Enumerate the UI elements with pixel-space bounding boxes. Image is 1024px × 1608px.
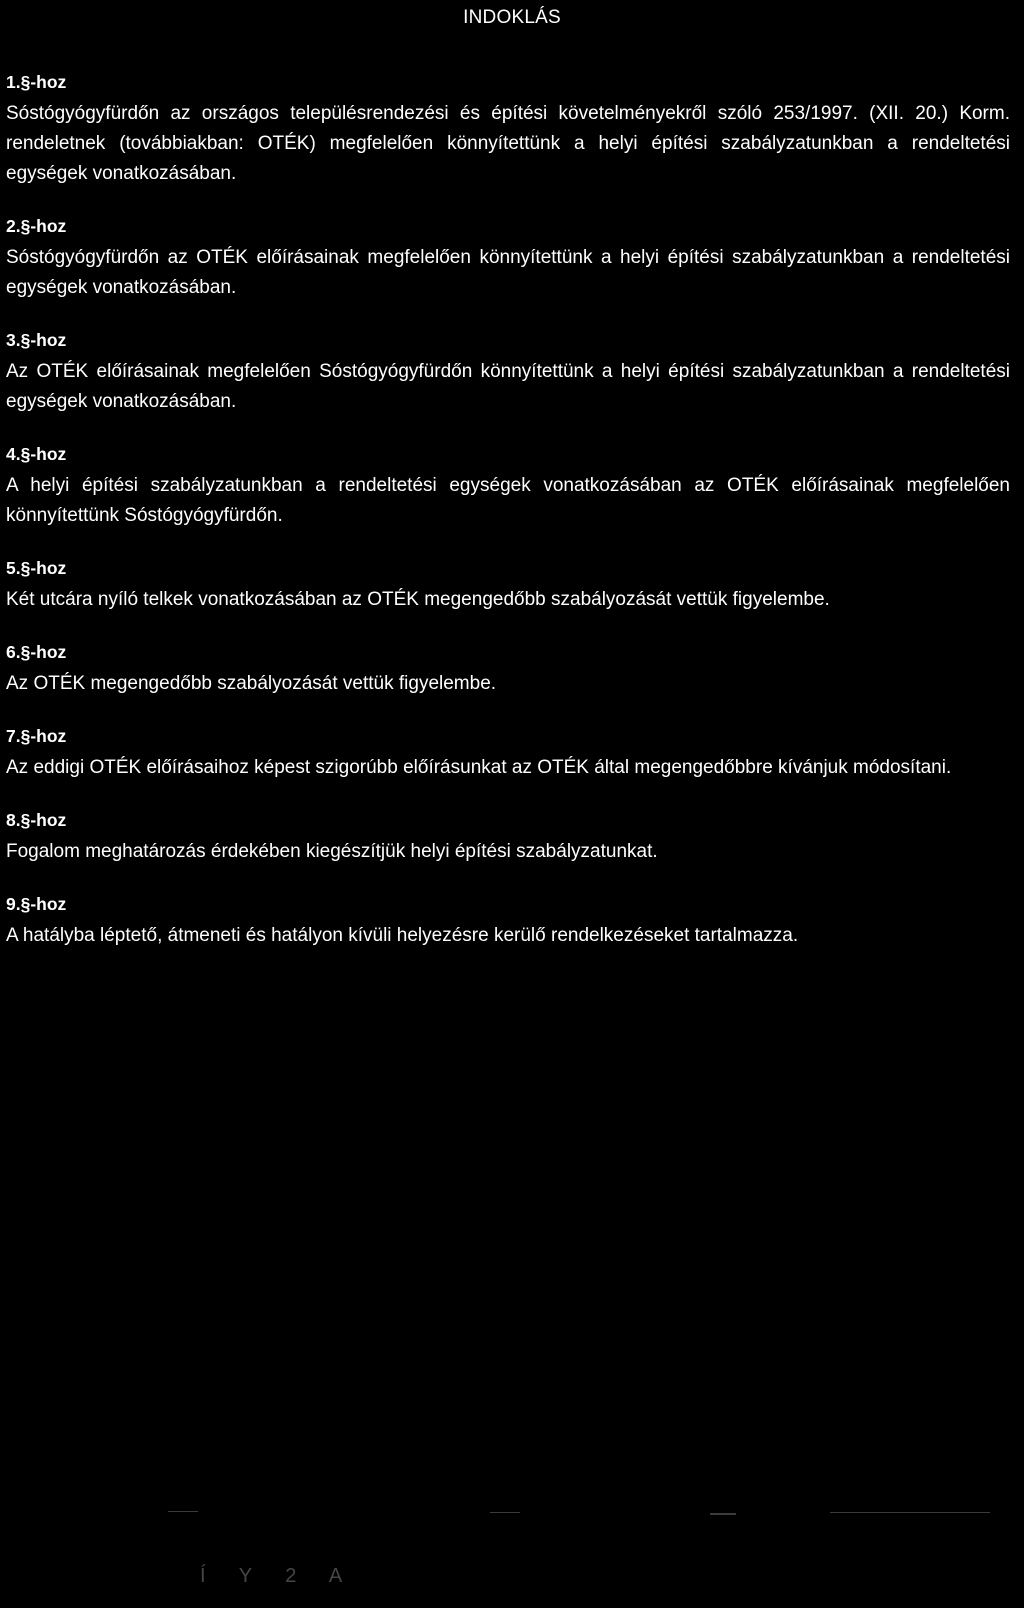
section-text: Az eddigi OTÉK előírásaihoz képest szigorúbb előírásunkat az OTÉK által megengedőbbre kívánjuk módosítani. (6, 757, 952, 778)
section-heading: 7.§-hoz (6, 726, 67, 746)
section-1 (6, 70, 1010, 189)
section-2 (6, 214, 1010, 303)
section-text: Sóstógyógyfürdőn az OTÉK előírásainak megfelelően könnyítettünk a helyi építési szabályzatunkban a rendeltetési egységek vonatkozásában. (6, 247, 1010, 298)
section-heading: 3.§-hoz (6, 330, 67, 350)
section-9 (6, 892, 1010, 951)
section-heading: 4.§-hoz (6, 444, 67, 464)
section-text: Két utcára nyíló telkek vonatkozásában az OTÉK megengedőbb szabályozását vettük figyelembe. (6, 589, 830, 610)
section-4 (6, 442, 1010, 531)
section-heading: 5.§-hoz (6, 558, 67, 578)
scan-footer-fragment: Í Y 2 A (200, 1565, 357, 1587)
section-5 (6, 556, 1010, 615)
document-title: INDOKLÁS (463, 7, 561, 28)
section-7 (6, 724, 1010, 783)
section-text: Az OTÉK megengedőbb szabályozását vettük figyelembe. (6, 673, 497, 694)
section-heading: 8.§-hoz (6, 810, 67, 830)
section-8 (6, 808, 1010, 867)
section-3 (6, 328, 1010, 417)
section-heading: 1.§-hoz (6, 72, 67, 92)
section-text: Fogalom meghatározás érdekében kiegészítjük helyi építési szabályzatunkat. (6, 841, 658, 862)
scan-artifact (830, 1512, 990, 1513)
section-6 (6, 640, 1010, 699)
section-text: Sóstógyógyfürdőn az országos településrendezési és építési követelményekről szóló 253/1997. (XII. 20.) Korm. rendeletnek (továbbiakban: OTÉK) megfelelően könnyítettünk a helyi építési szabályzatunkban a rendeltetési egységek vonatkozásában. (6, 103, 1010, 184)
scan-artifact (168, 1511, 198, 1512)
section-text: Az OTÉK előírásainak megfelelően Sóstógyógyfürdőn könnyítettünk a helyi építési szabályzatunkban a rendeltetési egységek vonatkozásában. (6, 361, 1010, 412)
section-heading: 6.§-hoz (6, 642, 67, 662)
document-body (6, 70, 1010, 976)
section-heading: 9.§-hoz (6, 894, 67, 914)
section-heading: 2.§-hoz (6, 216, 67, 236)
scan-artifact (490, 1512, 520, 1513)
scan-artifact (710, 1513, 736, 1515)
section-text: A hatályba léptető, átmeneti és hatályon kívüli helyezésre kerülő rendelkezéseket tartalmazza. (6, 925, 799, 946)
section-text: A helyi építési szabályzatunkban a rendeltetési egységek vonatkozásában az OTÉK előírásainak megfelelően könnyítettünk Sóstógyógyfürdőn. (6, 475, 1010, 526)
